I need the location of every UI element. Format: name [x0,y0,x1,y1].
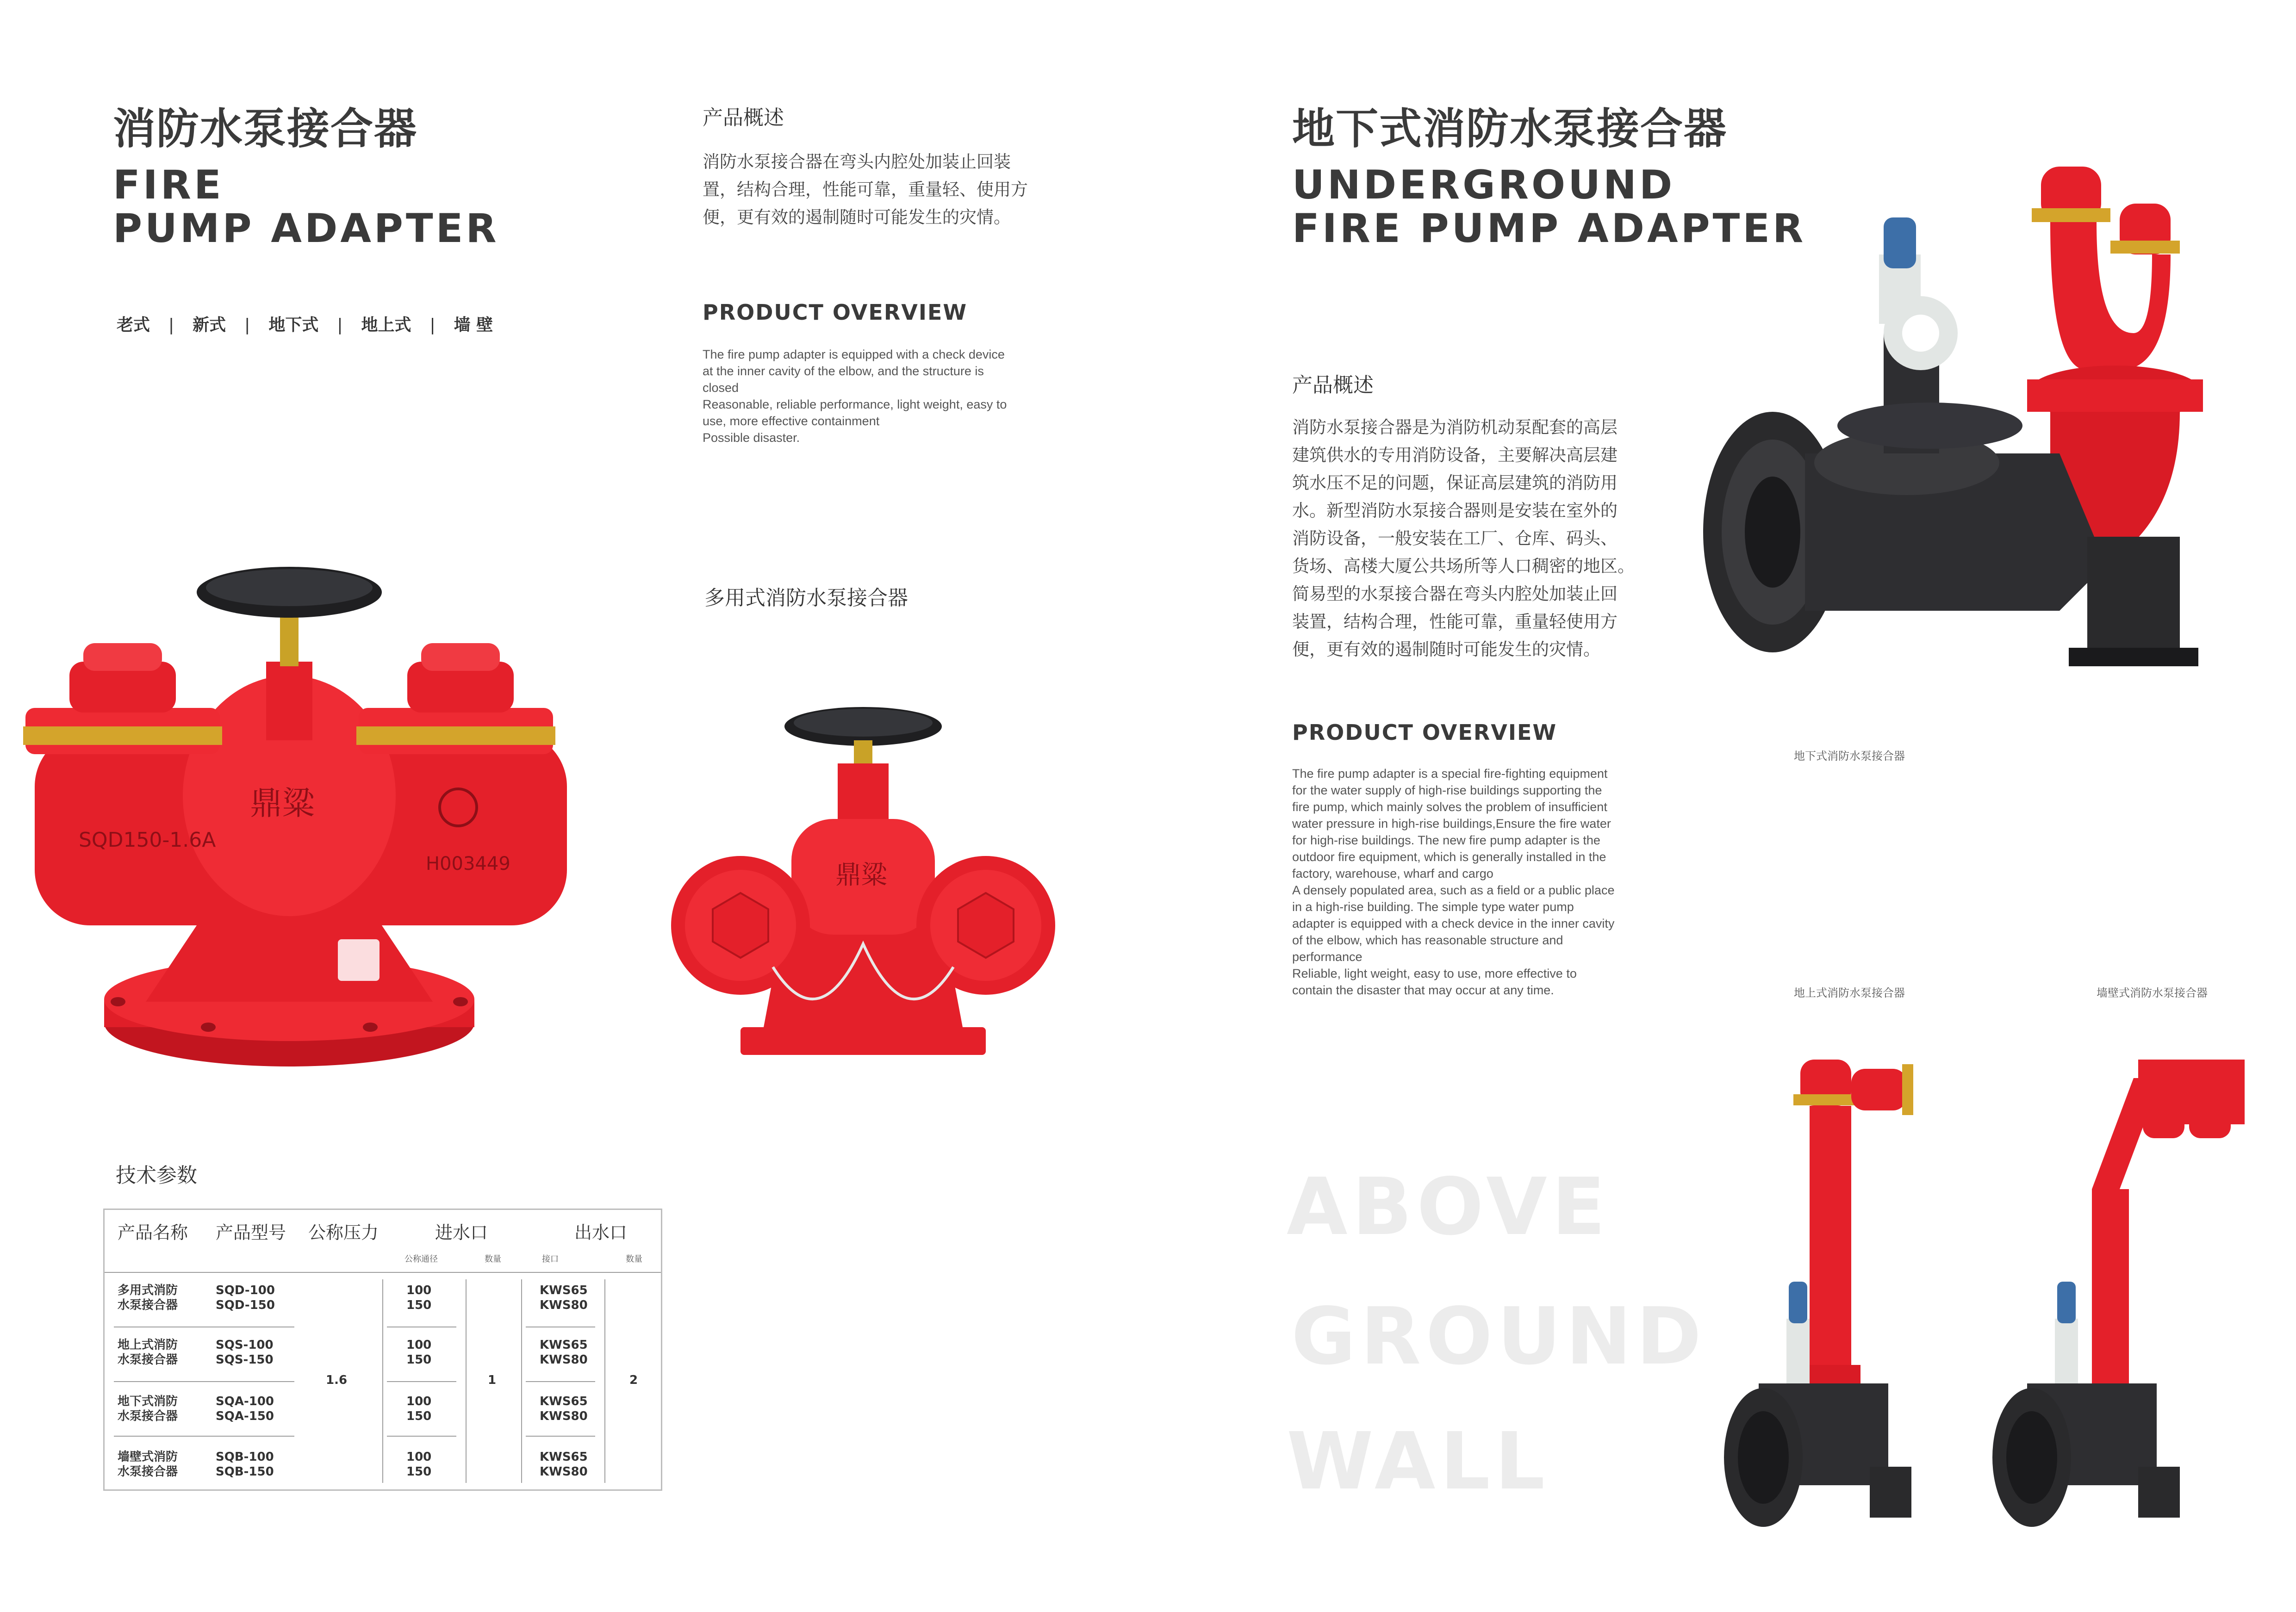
table-cell-inlet-qty: 1 [488,1373,497,1387]
overview-cn-text-right: 消防水泵接合器是为消防机动泵配套的高层 建筑供水的专用消防设备，主要解决高层建 筑水压不足的问题，保证高层建筑的消防用 水。新型消防水泵接合器则是安装在室外的 消防设备，一般安装在工厂、仓库、码头、 货场、高楼大厦公共场所等人口稠密的地区。 简易型的水泵接合器在弯头内腔处加装止回 装置，结构合理，性能可靠，重量轻使用方 便，更有效的遏制随时可能发生的灾情。 [1292,417,1635,659]
product-image-underground-adapter [1689,148,2226,731]
table-header: 产品名称 [118,1222,188,1243]
product-image-wall-adapter [1985,1050,2263,1536]
table-cell-name: 墙壁式消防 水泵接合器 [118,1450,178,1479]
separator: | [429,316,436,335]
overview-en-heading-right: PRODUCT OVERVIEW [1292,720,1557,745]
table-subheader: 数量 [626,1254,642,1264]
table-cell-port: KWS65 KWS80 [540,1450,588,1479]
category-item: 新式 [193,316,226,335]
overview-cn-text: 消防水泵接合器在弯头内腔处加装止回装置，结构合理，性能可靠，重量轻、使用方便，更有效的遏制随时可能发生的灾情。 [703,152,1028,227]
page-title-en-right-line1: UNDERGROUND [1292,162,1675,208]
table-cell-model: SQA-100 SQA-150 [216,1395,274,1423]
table-header: 公称压力 [308,1222,379,1243]
casting-code-mark: H003449 [426,853,510,874]
page-title-cn-right: 地下式消防水泵接合器 [1292,104,1728,154]
caption-underground: 地下式消防水泵接合器 [1794,750,1905,763]
casting-brand-mark: 鼎粱 [835,860,887,890]
table-cell-name: 多用式消防 水泵接合器 [118,1283,178,1312]
overview-en-text: The fire pump adapter is equipped with a check device at the inner cavity of the elbow, and the structure is closed Reasonable, reliable performance, light weight, easy to use, more effective containment Possible disaster. [703,347,1007,445]
caption-above-ground: 地上式消防水泵接合器 [1794,986,1905,999]
table-cell-model: SQS-100 SQS-150 [216,1338,274,1367]
separator: | [168,316,174,335]
ghost-word-ground: GROUND [1291,1291,1706,1383]
table-cell-port: KWS65 KWS80 [540,1283,588,1312]
product-image-fire-pump-adapter [14,555,592,1078]
table-cell-model: SQB-100 SQB-150 [216,1450,274,1479]
ghost-word-wall: WALL [1287,1416,1550,1507]
table-cell-dn: 100 150 [406,1395,432,1423]
table-header: 产品型号 [216,1222,286,1243]
table-cell-dn: 100 150 [406,1450,432,1479]
category-item: 老式 [117,316,150,335]
multi-use-caption: 多用式消防水泵接合器 [704,586,908,610]
table-subheader: 接口 [542,1254,559,1264]
spec-table [103,1209,662,1491]
category-nav [117,312,493,335]
table-subheader: 公称通径 [404,1254,438,1264]
table-cell-port: KWS65 KWS80 [540,1395,588,1423]
product-image-above-ground-adapter [1712,1050,1953,1536]
overview-cn-heading-right: 产品概述 [1292,373,1374,397]
separator: | [244,316,250,335]
table-cell-dn: 100 150 [406,1283,432,1312]
table-header: 进水口 [435,1222,488,1243]
overview-en-heading: PRODUCT OVERVIEW [703,300,968,325]
table-cell-name: 地上式消防 水泵接合器 [118,1338,178,1367]
page-title-en-right-line2: FIRE PUMP ADAPTER [1292,205,1806,252]
table-header: 出水口 [574,1222,628,1243]
table-cell-name: 地下式消防 水泵接合器 [118,1395,178,1423]
table-cell-outlet-qty: 2 [629,1373,638,1387]
ghost-word-above: ABOVE [1287,1161,1610,1253]
category-item: 地下式 [268,316,319,335]
page-title-en-line1: FIRE [113,162,224,208]
table-cell-port: KWS65 KWS80 [540,1338,588,1367]
table-cell-model: SQD-100 SQD-150 [216,1283,275,1312]
page-title-cn: 消防水泵接合器 [113,104,418,154]
table-cell-dn: 100 150 [406,1338,432,1367]
casting-brand-mark: 鼎粱 [250,784,315,822]
overview-en-text-right: The fire pump adapter is a special fire-fighting equipment for the water supply of high-rise buildings supporting the fire pump, which mainly solves the problem of insufficient water pressure in high-rise buildings,Ensure the fire water for high-rise buildings. The new fire pump adapter is the outdoor fire equipment, which is generally installed in the factory, warehouse, wharf and cargo A densely populated area, such as a field or a public place in a high-rise building. The simple type water pump adapter is equipped with a check device in the inner cavity of the elbow, which has reasonable structure and performance Reliable, light weight, easy to use, more effective to contain the disaster that may occur at any time. [1292,767,1615,997]
page-title-en-line2: PUMP ADAPTER [113,205,499,252]
table-cell-pressure: 1.6 [326,1373,348,1387]
casting-model-mark: SQD150-1.6A [79,828,216,852]
overview-cn-heading: 产品概述 [703,106,784,130]
caption-wall-mounted: 墙壁式消防水泵接合器 [2097,986,2208,999]
tech-params-heading: 技术参数 [116,1164,197,1187]
category-item: 墙 壁 [454,316,493,335]
category-item: 地上式 [361,316,411,335]
table-subheader: 数量 [485,1254,501,1264]
product-image-multi-use-adapter [666,703,1064,1064]
separator: | [337,316,343,335]
